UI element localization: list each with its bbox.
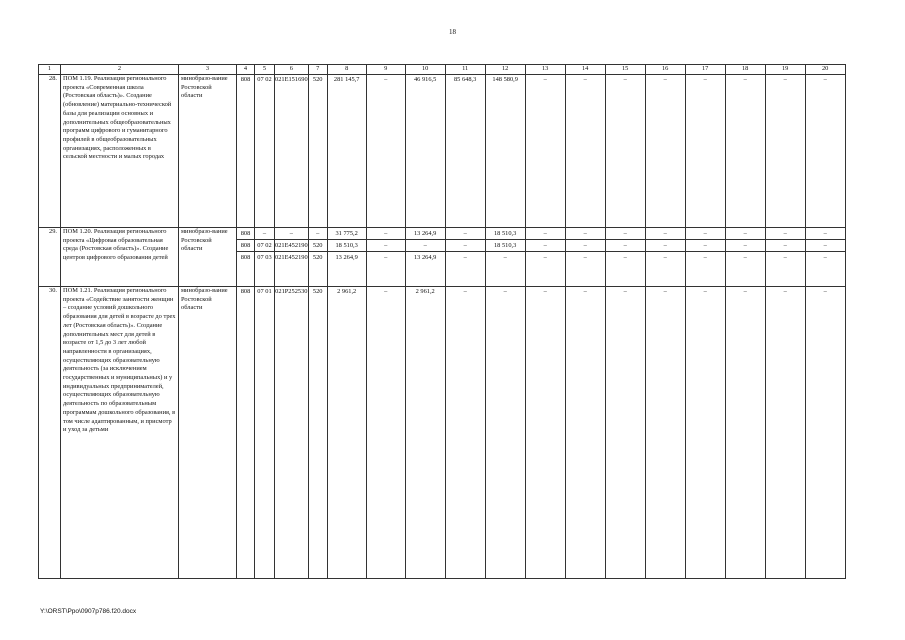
cell-c17: –	[703, 76, 707, 83]
cell-c19: –	[783, 288, 787, 295]
executor: минобразо-вание Ростовской области	[179, 228, 237, 287]
cell-c15: –	[623, 288, 627, 295]
header-col-2: 2	[61, 65, 179, 75]
cell-c6: 021P252530	[275, 288, 308, 295]
cell-c20: –	[823, 76, 827, 83]
header-col-11: 11	[445, 65, 485, 75]
cell-c4: 808	[237, 239, 254, 251]
cell-c14: –	[583, 288, 587, 295]
header-col-7: 7	[308, 65, 327, 75]
cell-c8: 18 510,3	[328, 239, 366, 251]
cell-c5: –	[262, 230, 267, 237]
cell-c16: –	[646, 251, 685, 263]
header-col-5: 5	[255, 65, 275, 75]
cell-c11: –	[446, 239, 485, 251]
cell-c15: –	[606, 239, 645, 251]
budget-table-wrapper	[38, 64, 846, 579]
cell-c14: –	[583, 230, 587, 237]
cell-c11: 85 648,3	[453, 76, 477, 83]
document-path-footer: Y:\ORST\Ppo\0907p786.f20.docx	[40, 608, 137, 615]
cell-c20: –	[823, 230, 827, 237]
cell-c19: –	[766, 251, 805, 263]
cell-c12: –	[503, 288, 507, 295]
header-col-8: 8	[327, 65, 366, 75]
header-col-4: 4	[237, 65, 255, 75]
cell-c5: 07 03	[255, 251, 274, 263]
cell-c9: –	[384, 288, 388, 295]
cell-c12: 18 510,3	[493, 230, 517, 237]
cell-c4: 808	[240, 230, 251, 237]
measure-name: ПОМ 1.21. Реализация регионального проекта «Содействие занятости женщин – создание условий дошкольного образования для детей в возрасте до трех лет (Ростовская область)». Создание дополнительных мест для детей в возрасте от 1,5 до 3 лет любой направленности в организациях, осуществляющих образовательную деятельность (за исключением государственных и муниципальных) и у индивидуальных предпринимателей, осуществляющих образовательную деятельность по образовательным программам дошкольного образования, в том числе адаптированным, и присмотр и уход за детьми	[61, 287, 179, 579]
cell-c16: –	[663, 76, 667, 83]
header-col-9: 9	[366, 65, 405, 75]
cell-c20: –	[806, 239, 845, 251]
budget-table	[38, 64, 846, 579]
cell-c8: 13 264,9	[328, 251, 366, 263]
cell-c5: 07 02	[255, 239, 274, 251]
header-col-16: 16	[645, 65, 685, 75]
cell-c12: 148 580,9	[492, 76, 518, 83]
cell-c19: –	[766, 239, 805, 251]
cell-c5: 07 02	[257, 76, 272, 83]
cell-c15: –	[623, 230, 627, 237]
cell-c7: 520	[312, 288, 323, 295]
table-row	[39, 228, 846, 287]
header-col-13: 13	[525, 65, 565, 75]
cell-c13: –	[526, 251, 565, 263]
cell-c17: –	[686, 239, 725, 251]
cell-c20: –	[806, 251, 845, 263]
cell-c8: 2 961,2	[337, 288, 357, 295]
cell-c17: –	[703, 230, 707, 237]
cell-c4: 808	[240, 288, 251, 295]
cell-c8: 31 775,2	[335, 230, 358, 237]
cell-c18: –	[726, 239, 765, 251]
cell-c7: –	[316, 230, 320, 237]
cell-c6: 021E452190	[275, 239, 308, 251]
cell-c5: 07 01	[257, 288, 272, 295]
cell-c13: –	[543, 288, 547, 295]
header-col-18: 18	[725, 65, 765, 75]
cell-c10: 13 264,9	[413, 230, 437, 237]
cell-c19: –	[783, 76, 787, 83]
header-col-1: 1	[39, 65, 61, 75]
row-number: 29.	[39, 228, 61, 287]
header-col-20: 20	[805, 65, 845, 75]
cell-c7: 520	[309, 251, 327, 263]
table-row	[39, 287, 846, 579]
cell-c11: –	[463, 288, 467, 295]
header-col-15: 15	[605, 65, 645, 75]
cell-c11: –	[463, 230, 467, 237]
cell-c9: –	[384, 76, 388, 83]
cell-c16: –	[663, 288, 667, 295]
cell-c20: –	[823, 288, 827, 295]
page-number: 18	[449, 28, 456, 36]
cell-c13: –	[526, 239, 565, 251]
cell-c15: –	[623, 76, 627, 83]
cell-c14: –	[566, 251, 605, 263]
cell-c10: 2 961,2	[415, 288, 435, 295]
header-col-14: 14	[565, 65, 605, 75]
header-col-12: 12	[485, 65, 525, 75]
cell-c7: 520	[309, 239, 327, 251]
header-col-19: 19	[765, 65, 805, 75]
cell-c13: –	[543, 230, 547, 237]
cell-c9: –	[367, 239, 405, 251]
header-col-3: 3	[179, 65, 237, 75]
cell-c19: –	[783, 230, 787, 237]
measure-name: ПОМ 1.19. Реализация регионального проекта «Современная школа (Ростовская область)». Создание (обновление) материально-технической базы для реализации основных и дополнительных общеобразовательных программ цифрового и гуманитарного профилей в общеобразовательных организациях, расположенных в сельской местности и малых городах	[61, 75, 179, 228]
cell-c17: –	[703, 288, 707, 295]
cell-c18: –	[743, 288, 747, 295]
header-col-10: 10	[405, 65, 445, 75]
row-number: 30.	[39, 287, 61, 579]
cell-c12: –	[486, 251, 525, 263]
cell-c12: 18 510,3	[486, 239, 525, 251]
cell-c13: –	[543, 76, 547, 83]
cell-c7: 520	[312, 76, 323, 83]
header-row	[39, 65, 846, 75]
cell-c18: –	[743, 76, 747, 83]
cell-c14: –	[566, 239, 605, 251]
cell-c15: –	[606, 251, 645, 263]
cell-c10: 13 264,9	[406, 251, 445, 263]
executor: минобразо-вание Ростовской области	[179, 287, 237, 579]
cell-c10: –	[406, 239, 445, 251]
row-number: 28.	[39, 75, 61, 228]
cell-c14: –	[583, 76, 587, 83]
measure-name: ПОМ 1.20. Реализация регионального проекта «Цифровая образовательная среда (Ростовская область)». Создание центров цифрового образования детей	[61, 228, 179, 287]
cell-c9: –	[367, 251, 405, 263]
header-col-6: 6	[275, 65, 309, 75]
cell-c11: –	[446, 251, 485, 263]
cell-c8: 281 145,7	[333, 76, 360, 83]
cell-c6: 021E151690	[275, 76, 308, 83]
cell-c9: –	[384, 230, 388, 237]
cell-c4: 808	[240, 76, 251, 83]
cell-c18: –	[726, 251, 765, 263]
cell-c18: –	[743, 230, 747, 237]
header-col-17: 17	[685, 65, 725, 75]
cell-c16: –	[663, 230, 667, 237]
cell-c4: 808	[237, 251, 254, 263]
cell-c6: 021E452190	[275, 251, 308, 263]
cell-c16: –	[646, 239, 685, 251]
cell-c10: 46 916,5	[413, 76, 437, 83]
cell-c6: –	[289, 230, 293, 237]
executor: минобразо-вание Ростовской области	[179, 75, 237, 228]
cell-c17: –	[686, 251, 725, 263]
table-row	[39, 75, 846, 228]
